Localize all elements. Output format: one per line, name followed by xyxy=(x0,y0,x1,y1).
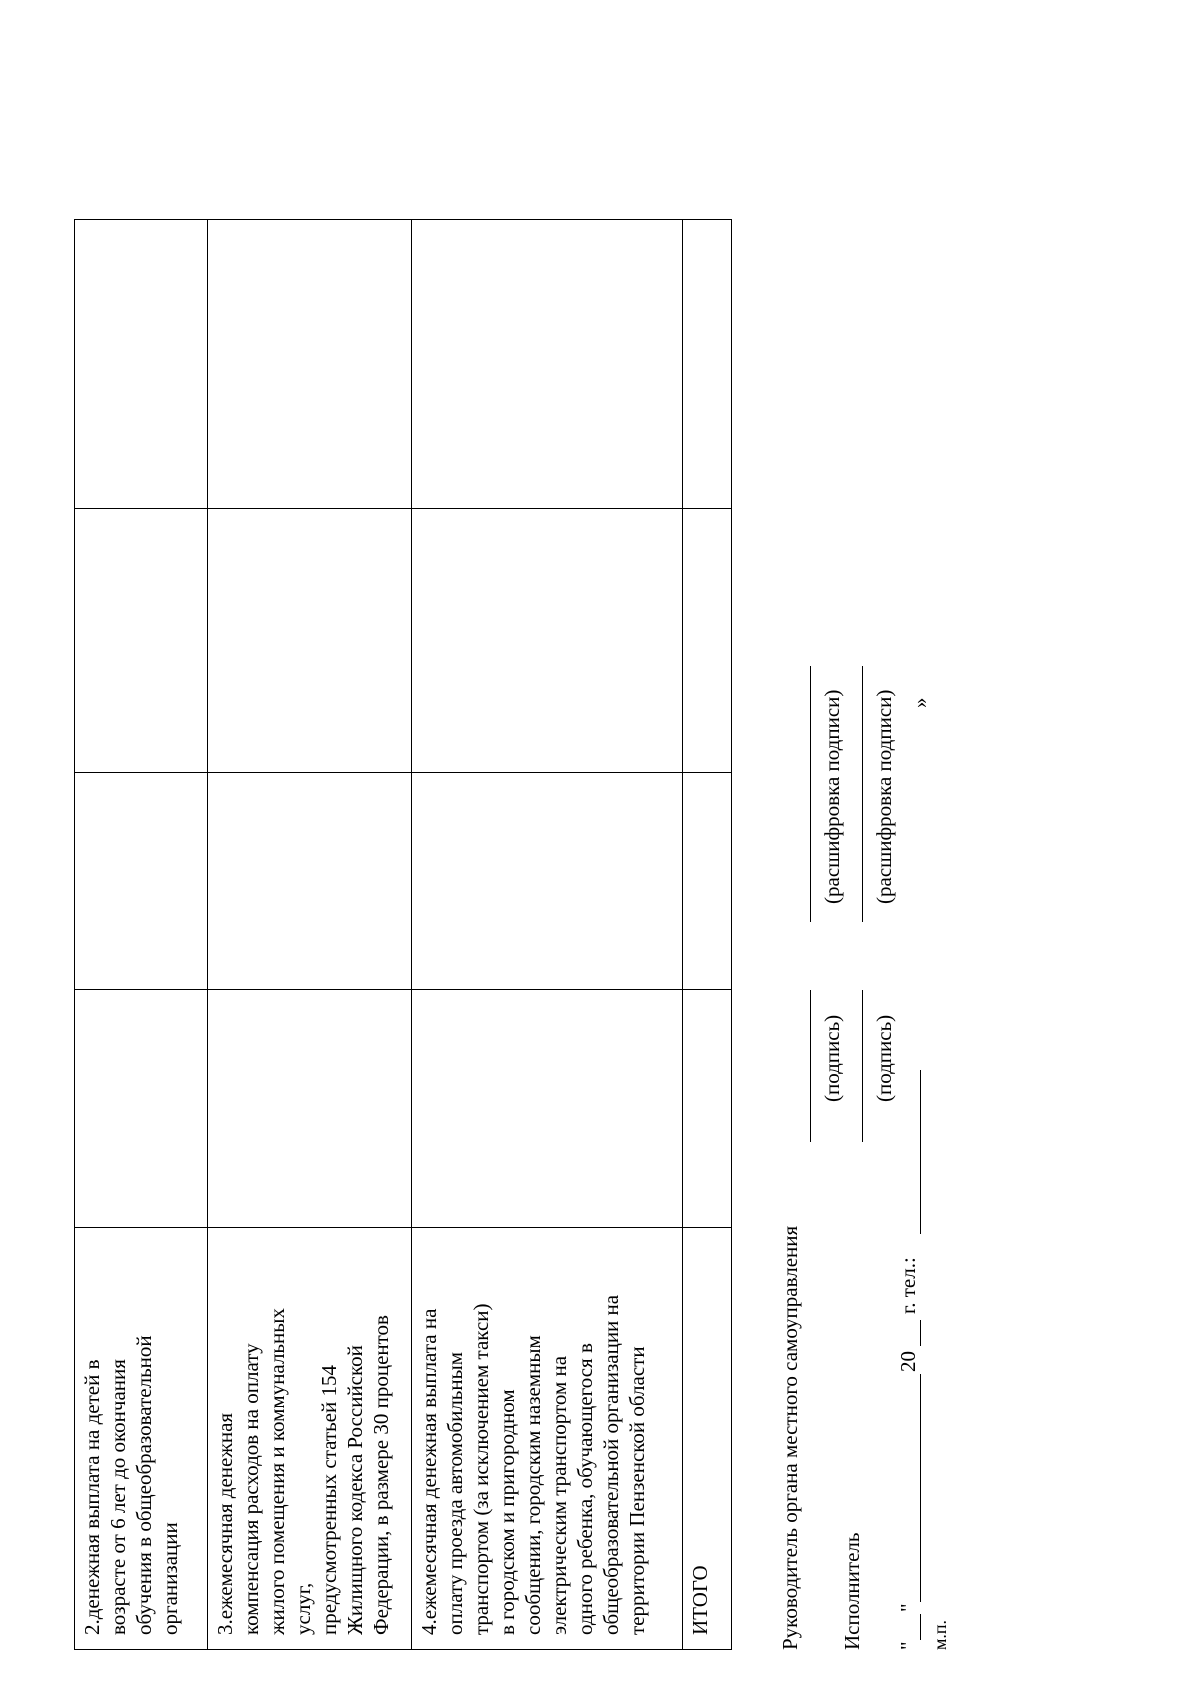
cell-text-line: сообщении, городским наземным xyxy=(521,1335,545,1635)
date-month-line xyxy=(920,1374,921,1602)
row-description-cell xyxy=(208,1228,412,1650)
row-description-cell xyxy=(75,1228,208,1650)
cell-text-line: жилого помещения и коммунальных xyxy=(265,1308,289,1635)
cell-text-line: одного ребенка, обучающегося в xyxy=(573,1343,597,1635)
date-day-line xyxy=(920,1614,921,1640)
empty-cell xyxy=(683,220,732,509)
date-close-quote: " xyxy=(896,1603,920,1612)
executor-signature-line xyxy=(862,990,863,1142)
date-year-line xyxy=(920,1320,921,1346)
empty-cell xyxy=(208,509,412,773)
table-row xyxy=(412,220,683,1650)
head-decoding-caption: (расшифровка подписи) xyxy=(820,689,844,904)
phone-line xyxy=(920,1070,921,1234)
date-year-suffix: г. тел.: xyxy=(896,1257,920,1314)
empty-cell xyxy=(75,220,208,509)
cell-text-line: предусмотренных статьей 154 xyxy=(317,1365,341,1635)
date-year-prefix: 20 xyxy=(896,1351,920,1372)
empty-cell xyxy=(208,220,412,509)
payments-table xyxy=(74,219,732,1650)
cell-text-line: оплату проезда автомобильным xyxy=(443,1351,467,1635)
cell-text-line: обучения в общеобразовательной xyxy=(132,1335,156,1635)
head-label: Руководитель органа местного самоуправления xyxy=(778,1225,802,1650)
head-signature-caption: (подпись) xyxy=(820,1014,844,1102)
row-description-cell xyxy=(412,1228,683,1650)
empty-cell xyxy=(412,220,683,509)
cell-text-line: компенсация расходов на оплату xyxy=(239,1343,263,1635)
table-row xyxy=(75,220,208,1650)
empty-cell xyxy=(683,773,732,990)
total-label-cell xyxy=(683,1228,732,1650)
closing-guillemet: » xyxy=(908,697,932,708)
empty-cell xyxy=(683,509,732,773)
empty-cell xyxy=(208,773,412,990)
executor-signature-caption: (подпись) xyxy=(872,1014,896,1102)
executor-decoding-line xyxy=(862,666,863,922)
cell-text-line: 2.денежная выплата на детей в xyxy=(80,1359,104,1635)
empty-cell xyxy=(683,990,732,1228)
empty-cell xyxy=(412,509,683,773)
cell-text-line: организации xyxy=(158,1522,182,1635)
empty-cell xyxy=(208,990,412,1228)
cell-text-line: возрасте от 6 лет до окончания xyxy=(106,1359,130,1635)
empty-cell xyxy=(75,773,208,990)
stamp-placeholder: м.п. xyxy=(930,1619,950,1650)
head-signature-line xyxy=(810,990,811,1142)
table-row xyxy=(208,220,412,1650)
head-decoding-line xyxy=(810,666,811,922)
empty-cell xyxy=(412,990,683,1228)
cell-text-line: общеобразовательной организации на xyxy=(599,1294,623,1635)
cell-text-line: в городском и пригородном xyxy=(495,1389,519,1635)
total-row xyxy=(683,220,732,1650)
cell-text-line: Жилищного кодекса Российской xyxy=(343,1345,367,1635)
executor-decoding-caption: (расшифровка подписи) xyxy=(872,689,896,904)
empty-cell xyxy=(75,509,208,773)
cell-text-line: электрическим транспортом на xyxy=(547,1355,571,1635)
cell-text-line: 3.ежемесячная денежная xyxy=(213,1412,237,1635)
executor-label: Исполнитель xyxy=(840,1532,864,1650)
cell-text-line: территории Пензенской области xyxy=(625,1346,649,1635)
cell-text-line: 4.ежемесячная денежная выплата на xyxy=(417,1308,441,1635)
cell-text-line: транспортом (за исключением такси) xyxy=(469,1303,493,1635)
empty-cell xyxy=(75,990,208,1228)
total-label: ИТОГО xyxy=(688,1565,712,1635)
cell-text-line: услуг, xyxy=(291,1582,315,1635)
cell-text-line: Федерации, в размере 30 процентов xyxy=(369,1315,393,1635)
date-open-quote: " xyxy=(896,1641,920,1650)
empty-cell xyxy=(412,773,683,990)
